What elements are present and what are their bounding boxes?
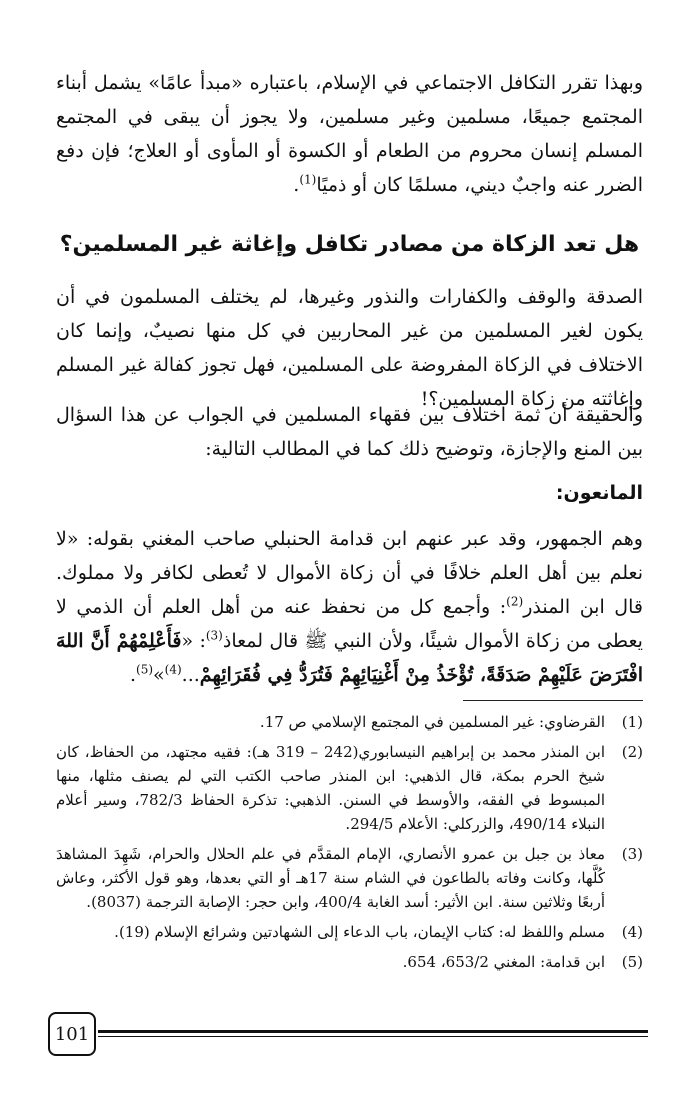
p4-part3: : « [181, 630, 206, 652]
footer-rule-thin [98, 1036, 648, 1037]
footnote-ref-3[interactable]: (3) [205, 628, 223, 643]
footnote-number: (2) [621, 743, 643, 761]
footnote-text: ابن قدامة: المغني 653/2، 654. [402, 953, 605, 971]
subheading-opponents: المانعون: [555, 482, 643, 504]
intro-paragraph [56, 66, 643, 202]
hadith-quote: فَأَعْلِمْهُمْ أَنَّ اللهَ افْتَرَضَ عَلَيْهِمْ صَدَقَةً، تُؤْخَذُ مِنْ أَغْنِيَائِهِمْ فَتُرَدُّ فِي فُقَرَائِهِمْ [56, 630, 643, 686]
footnote-divider [463, 700, 643, 701]
footnote-item [56, 950, 643, 974]
footnote-item [56, 710, 643, 734]
footnote-number: (1) [621, 713, 643, 731]
p4-part1: وهم الجمهور، وقد عبر عنهم ابن قدامة الحنبلي صاحب المغني بقوله: «لا نعلم بين أهل العلم خلافًا في أن زكاة الأموال لا تُعطى لكافر ولا مملوك. قال ابن المنذر [56, 528, 643, 618]
paragraph-3 [56, 398, 643, 466]
p4-part5: » [153, 664, 165, 686]
intro-text: وبهذا تقرر التكافل الاجتماعي في الإسلام، باعتباره «مبدأ عامًا» يشمل أبناء المجتمع جميعًا، مسلمين وغير مسلمين، ولا يجوز أن يبقى في المجتمع المسلم إنسان محروم من الطعام أو الكسوة أو المأوى أو العلاج؛ فإن دفع الضرر عنه واجبٌ ديني، مسلمًا كان أو ذميًا [56, 72, 643, 196]
p4-part4: ... [181, 664, 200, 686]
footnote-item [56, 740, 643, 836]
footnotes-list [56, 710, 643, 980]
footnote-number: (4) [621, 923, 643, 941]
footer-rule-thick [98, 1030, 648, 1033]
footnote-ref-5[interactable]: (5) [136, 662, 154, 677]
footnote-ref-2[interactable]: (2) [506, 594, 524, 609]
footnote-number: (5) [621, 953, 643, 971]
p4-end: . [129, 664, 137, 686]
paragraph-4 [56, 522, 643, 692]
page-number-text: 101 [54, 1023, 90, 1045]
paragraph-2 [56, 280, 643, 416]
page-number [48, 1012, 96, 1056]
footnote-text: ابن المنذر محمد بن إبراهيم النيسابوري(242 – 319 هـ): فقيه مجتهد، من الحفاظ، كان شيخ الحرم بمكة، قال الذهبي: ابن المنذر صاحب الكتب التي لم يصنف مثلها، منها المبسوط في الفقه، والأوسط في السنن. الذهبي: تذكرة الحفاظ 782/3، وسير أعلام النبلاء 490/14، والزركلي: الأعلام 294/5. [56, 743, 605, 833]
paragraph-3-text: والحقيقة أن ثمة اختلاف بين فقهاء المسلمين في الجواب عن هذا السؤال بين المنع والإجازة، وتوضيح ذلك كما في المطالب التالية: [56, 404, 643, 460]
footnote-number: (3) [621, 845, 643, 863]
section-heading: هل تعد الزكاة من مصادر تكافل وإغاثة غير المسلمين؟ [59, 232, 640, 257]
footnote-ref-1[interactable]: (1) [299, 172, 317, 187]
intro-end: . [293, 174, 300, 196]
paragraph-2-text: الصدقة والوقف والكفارات والنذور وغيرها، لم يختلف المسلمون في أن يكون لغير المسلمين من غير المحاربين في كل منها نصيبٌ، وإنما كان الاختلاف في الزكاة المفروضة على المسلمين، فهل تجوز كفالة غير المسلم وإغاثته من زكاة المسلمين؟! [56, 286, 643, 410]
p4-part2: : وأجمع كل من نحفظ عنه من أهل العلم أن الذمي لا يعطى من زكاة الأموال شيئًا، ولأن النبي ﷺ قال لمعاذ [56, 596, 643, 652]
footnote-ref-4[interactable]: (4) [164, 662, 182, 677]
footnote-item [56, 842, 643, 914]
footnote-text: معاذ بن جبل بن عمرو الأنصاري، الإمام المقدَّم في علم الحلال والحرام، شَهِدَ المشاهدَ كُلَّها، وكانت وفاته بالطاعون في الشام سنة 17هـ أو التي بعدها، وهو قول الأكثر، وعاش أربعًا وثلاثين سنة. ابن الأثير: أسد الغابة 400/4، وابن حجر: الإصابة الترجمة (8037). [56, 845, 605, 911]
footnote-text: القرضاوي: غير المسلمين في المجتمع الإسلامي ص 17. [259, 713, 605, 731]
footnote-text: مسلم واللفظ له: كتاب الإيمان، باب الدعاء إلى الشهادتين وشرائع الإسلام (19). [114, 923, 605, 941]
footnote-item [56, 920, 643, 944]
